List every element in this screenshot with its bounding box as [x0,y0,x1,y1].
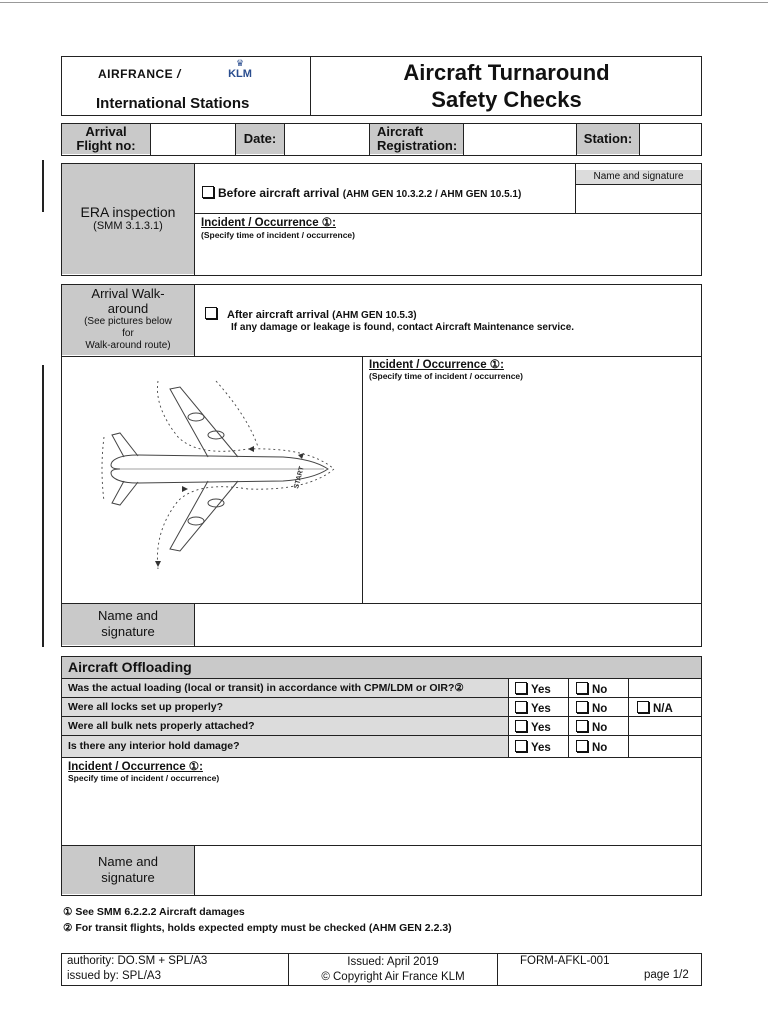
station-field[interactable] [640,124,700,154]
form-title: Aircraft Turnaround Safety Checks [403,60,610,112]
offloading-name-signature-label: Name and signature [62,846,194,894]
offloading-incident-label: Incident / Occurrence ①: [68,761,203,773]
checkbox-icon[interactable] [515,682,527,694]
walkaround-incident-note: (Specify time of incident / occurrence) [369,371,523,381]
page-number: page 1/2 [644,969,689,981]
scan-edge [0,2,768,3]
question-row: Were all locks set up properly? [62,698,508,716]
offloading-incident-field[interactable] [64,785,698,843]
checkbox-icon[interactable] [576,701,588,713]
arrival-flight-label: Arrival Flight no: [62,124,150,154]
q3-no[interactable]: No [576,720,607,734]
offloading-signature-field[interactable] [196,847,698,893]
walkaround-incident-label: Incident / Occurrence ①: [369,359,504,371]
q1-no[interactable]: No [576,682,607,696]
question-row: Is there any interior hold damage? [62,736,508,757]
damage-note: If any damage or leakage is found, contact Aircraft Maintenance service. [231,322,575,333]
issued-by: issued by: SPL/A3 [67,970,161,982]
walkaround-diagram [98,377,338,577]
q1-yes[interactable]: Yes [515,682,551,696]
q2-na[interactable]: N/A [637,701,673,715]
era-signature-field[interactable] [576,185,701,213]
walkaround-section [61,284,702,647]
walkaround-signature-field[interactable] [196,605,698,643]
checkbox-icon[interactable] [515,740,527,752]
era-incident-label: Incident / Occurrence ①: [201,217,336,229]
era-incident-field[interactable] [196,242,696,272]
form-id: FORM-AFKL-001 [520,955,610,967]
checkbox-icon[interactable] [515,720,527,732]
station-label: Station: [577,124,639,154]
offloading-section [61,656,702,896]
checkbox-icon[interactable] [202,186,214,198]
header-box [61,56,702,116]
checkbox-icon[interactable] [576,682,588,694]
q4-no[interactable]: No [576,740,607,754]
era-label-cell: ERA inspection (SMM 3.1.3.1) [62,164,194,274]
checkbox-icon[interactable] [205,307,217,319]
checkbox-icon[interactable] [576,720,588,732]
footnote-2: ② For transit flights, holds expected empty must be checked (AHM GEN 2.2.3) [63,922,452,934]
subtitle: International Stations [96,95,250,112]
date-label: Date: [236,124,284,154]
q2-no[interactable]: No [576,701,607,715]
scan-mark [42,365,44,647]
crown-icon: ♛ [235,58,245,68]
q2-yes[interactable]: Yes [515,701,551,715]
question-row: Was the actual loading (local or transit) in accordance with CPM/LDM or OIR?② [62,679,508,697]
footnote-1: ① See SMM 6.2.2.2 Aircraft damages [63,906,245,918]
era-name-signature-label: Name and signature [576,170,701,184]
checkbox-icon[interactable] [576,740,588,752]
era-section [61,163,702,276]
after-arrival-option[interactable]: After aircraft arrival (AHM GEN 10.5.3) [205,307,417,321]
airfrance-logo: AIRFRANCE / [98,67,181,81]
era-incident-note: (Specify time of incident / occurrence) [201,230,355,240]
checkbox-icon[interactable] [515,701,527,713]
start-label: START [293,465,306,490]
authority: authority: DO.SM + SPL/A3 [67,955,208,967]
q4-yes[interactable]: Yes [515,740,551,754]
q3-yes[interactable]: Yes [515,720,551,734]
klm-logo: ♛ KLM [222,59,258,80]
footer-box [61,953,702,986]
date-field[interactable] [285,124,369,154]
checkbox-icon[interactable] [637,701,649,713]
scan-mark [42,160,44,212]
walkaround-name-signature-label: Name and signature [62,604,194,645]
question-row: Were all bulk nets properly attached? [62,717,508,735]
walkaround-label-cell: Arrival Walk- around (See pictures below for Walk-around route) [62,285,194,355]
aircraft-registration-label: Aircraft Registration: [370,124,463,154]
info-row [61,123,702,156]
offloading-title: Aircraft Offloading [62,657,701,678]
before-arrival-option[interactable]: Before aircraft arrival (AHM GEN 10.3.2.2 / AHM GEN 10.5.1) [202,186,521,200]
arrival-flight-field[interactable] [151,124,235,154]
copyright: © Copyright Air France KLM [321,971,465,983]
issued-date: Issued: April 2019 [347,956,439,968]
walkaround-incident-field[interactable] [364,385,698,600]
offloading-incident-note: Specify time of incident / occurrence) [68,773,220,783]
aircraft-registration-field[interactable] [464,124,576,154]
